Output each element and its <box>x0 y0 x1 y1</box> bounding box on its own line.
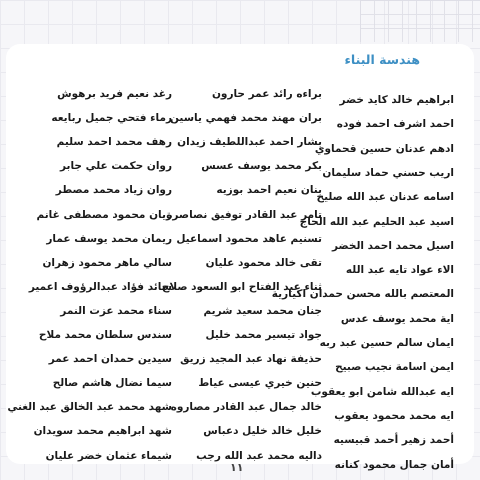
page-title: هندسة البناء <box>344 52 420 67</box>
name-entry: رهف محمد احمد سليم <box>56 136 172 149</box>
name-entry: بكر محمد يوسف عسس <box>201 160 322 173</box>
name-entry: تسنيم عاهد محمود اسماعيل <box>176 232 322 245</box>
name-entry: اسيد عبد الحليم عبد الله الحاج <box>299 215 454 228</box>
name-entry: أحمد زهير أحمد قبيسيه <box>333 434 454 447</box>
name-entry: بران مهند محمد فهمي ياسين <box>169 112 322 125</box>
name-entry: ابراهيم خالد كايد خضر <box>339 94 454 106</box>
name-entry: براءه رائد عمر حارون <box>211 88 322 100</box>
name-entry: اية محمد يوسف عدس <box>340 312 454 325</box>
name-entry: ادهم عدنان حسين قحماوي <box>314 142 454 155</box>
names-column-middle <box>161 0 322 462</box>
name-entry: المعتصم بالله محسن حمدان اكيارية <box>271 288 454 301</box>
name-entry: اسيل محمد احمد الخضر <box>332 239 454 252</box>
name-entry: أمان جمال محمود كنانه <box>334 458 454 471</box>
name-entry: تامر عبد القادر توفيق نصاصرة <box>166 208 322 221</box>
name-entry: خليل خالد خليل دعباس <box>203 425 322 438</box>
name-entry: تقى خالد محمود عليان <box>205 256 322 269</box>
name-entry: رغد نعيم فريد برهوش <box>57 88 172 100</box>
name-entry: خالد جمال عبد القادر مصاروه <box>170 401 322 414</box>
name-entry: سيما نضال هاشم صالح <box>52 377 172 390</box>
name-entry: ايه عبدالله شامن ابو يعقوب <box>310 385 454 398</box>
name-entry: حنين خيري عيسى عياط <box>198 377 322 390</box>
page-number: ١١ <box>230 461 244 474</box>
name-entry: شهد محمد عبد الخالق عبد الغني <box>7 401 172 414</box>
name-entry: داليه محمد عبد الله رجب <box>196 449 322 462</box>
name-entry: بشار احمد عبداللطيف زيدان <box>177 136 322 149</box>
name-entry: احمد اشرف احمد فوده <box>336 118 454 131</box>
name-entry: سندس سلطان محمد ملاح <box>38 329 172 341</box>
name-entry: سالي ماهر محمود زهران <box>42 256 172 269</box>
name-entry: ثناء عبد الفتاح ابو السعود صلاح <box>161 280 322 293</box>
name-entry: اسامه عدنان عبد الله صليح <box>316 191 454 204</box>
name-entry: رماء فتحي جميل ربايعه <box>51 112 172 125</box>
name-entry: حذيفة نهاد عبد المجيد زريق <box>180 353 322 366</box>
name-entry: اريب حسني حماد سليمان <box>322 166 454 179</box>
name-entry: سناء محمد عزت النمر <box>60 304 172 317</box>
name-entry: شهد ابراهيم محمد سويدان <box>33 425 172 438</box>
name-entry: ايمن اسامة نجيب صبيح <box>335 361 454 374</box>
name-entry: بنان نعيم احمد بوزيه <box>216 184 322 197</box>
name-entry: سائد فؤاد عبدالرؤوف اعمير <box>28 280 172 293</box>
names-column-right <box>271 0 454 471</box>
name-entry: ريمان محمد يوسف عمار <box>46 232 172 245</box>
name-entry: ايمان سالم حسين عبد ربه <box>319 337 454 349</box>
name-entry: ايه محمد محمود يعقوب <box>334 409 454 422</box>
name-entry: روان حكمت علي جابر <box>60 160 172 173</box>
name-entry: سيدين حمدان احمد عمر <box>48 353 172 366</box>
name-entry: الاء عواد تايه عبد الله <box>345 264 454 277</box>
name-entry: روان زياد محمد مصطر <box>55 184 172 197</box>
name-entry: ريان محمود مصطفى غانم <box>36 208 172 221</box>
names-column-left <box>2 0 172 462</box>
name-entry: جنان محمد سعيد شريم <box>203 304 322 317</box>
name-entry: شيماء عثمان خضر عليان <box>45 449 172 462</box>
name-entry: جواد تيسير محمد خليل <box>205 329 322 341</box>
